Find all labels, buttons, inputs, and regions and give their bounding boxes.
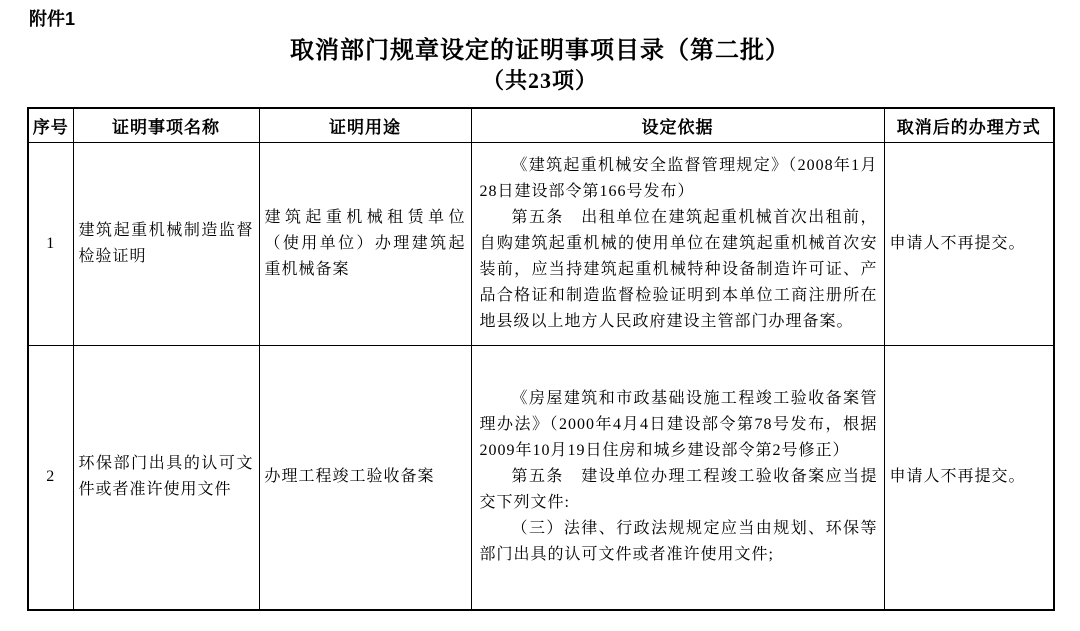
document-subtitle: （共23项） [481, 68, 598, 93]
cell-basis [471, 345, 884, 610]
header-serial-number: 序号 [28, 108, 73, 142]
cell-post-cancellation-method: 申请人不再提交。 [884, 142, 1054, 345]
attachment-label: 附件1 [29, 9, 76, 29]
table-header-row [28, 108, 1054, 142]
header-purpose: 证明用途 [259, 108, 471, 142]
header-basis: 设定依据 [471, 108, 884, 142]
basis-paragraph: （三）法律、行政法规规定应当由规划、环保等部门出具的认可文件或者准许使用文件; [479, 520, 878, 564]
cell-item-name: 建筑起重机械制造监督检验证明 [73, 142, 259, 345]
cell-serial-number: 1 [28, 142, 73, 345]
header-item-name: 证明事项名称 [73, 108, 259, 142]
items-table [27, 107, 1055, 611]
table-row [28, 345, 1054, 610]
cell-purpose: 办理工程竣工验收备案 [259, 345, 471, 610]
basis-paragraph: 《建筑起重机械安全监督管理规定》（2008年1月28日建设部令第166号发布） [479, 156, 878, 200]
table-row [28, 142, 1054, 345]
header-post-cancellation-method: 取消后的办理方式 [884, 108, 1054, 142]
basis-paragraph: 第五条 建设单位办理工程竣工验收备案应当提交下列文件: [479, 468, 878, 512]
cell-purpose: 建筑起重机械租赁单位（使用单位）办理建筑起重机械备案 [259, 142, 471, 345]
cell-post-cancellation-method: 申请人不再提交。 [884, 345, 1054, 610]
cell-basis [471, 142, 884, 345]
cell-serial-number: 2 [28, 345, 73, 610]
document-title: 取消部门规章设定的证明事项目录（第二批） [290, 38, 790, 64]
basis-paragraph: 第五条 出租单位在建筑起重机械首次出租前，自购建筑起重机械的使用单位在建筑起重机械首次安装前，应当持建筑起重机械特种设备制造许可证、产品合格证和制造监督检验证明到本单位工商注册所在地县级以上地方人民政府建设主管部门办理备案。 [479, 208, 878, 330]
basis-paragraph: 《房屋建筑和市政基础设施工程竣工验收备案管理办法》（2000年4月4日建设部令第78号发布，根据2009年10月19日住房和城乡建设部令第2号修正） [479, 390, 878, 460]
cell-item-name: 环保部门出具的认可文件或者准许使用文件 [73, 345, 259, 610]
